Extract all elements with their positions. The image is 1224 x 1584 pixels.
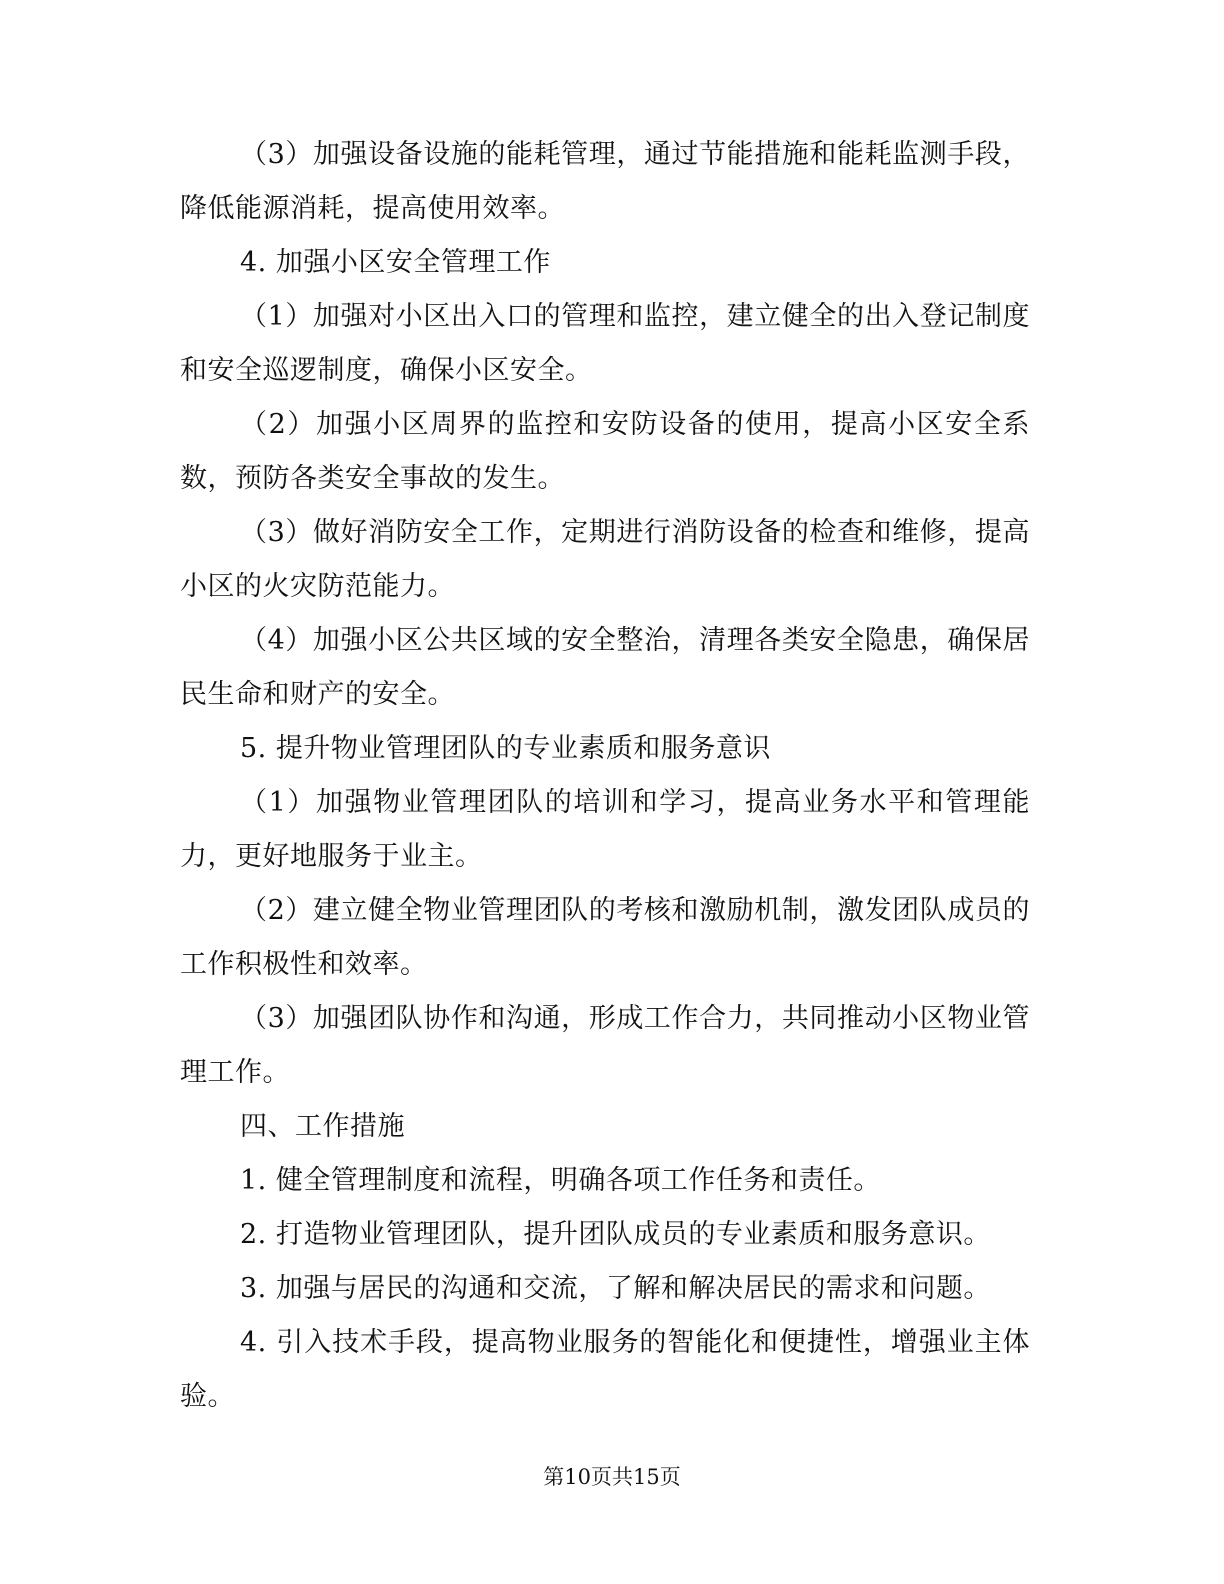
paragraph-measure-4: 4. 引入技术手段，提高物业服务的智能化和便捷性，增强业主体验。 [180,1327,1030,1412]
paragraph-perimeter-monitoring: （2）加强小区周界的监控和安防设备的使用，提高小区安全系数，预防各类安全事故的发生。 [180,409,1030,494]
paragraph-public-area-safety: （4）加强小区公共区域的安全整治，清理各类安全隐患，确保居民生命和财产的安全。 [180,625,1030,710]
page-number-footer: 第10页共15页 [543,1465,681,1489]
paragraph-entrance-control: （1）加强对小区出入口的管理和监控，建立健全的出入登记制度和安全巡逻制度，确保小区安全。 [180,301,1030,386]
paragraph-team-collaboration: （3）加强团队协作和沟通，形成工作合力，共同推动小区物业管理工作。 [180,1003,1030,1088]
heading-work-measures: 四、工作措施 [240,1111,405,1142]
document-body [180,128,1030,1424]
paragraph-team-training: （1）加强物业管理团队的培训和学习，提高业务水平和管理能力，更好地服务于业主。 [180,787,1030,872]
heading-security-management: 4. 加强小区安全管理工作 [240,247,551,278]
paragraph-measure-1: 1. 健全管理制度和流程，明确各项工作任务和责任。 [240,1165,881,1196]
paragraph-measure-3: 3. 加强与居民的沟通和交流，了解和解决居民的需求和问题。 [240,1273,991,1304]
paragraph-team-evaluation: （2）建立健全物业管理团队的考核和激励机制，激发团队成员的工作积极性和效率。 [180,895,1030,980]
paragraph-measure-2: 2. 打造物业管理团队，提升团队成员的专业素质和服务意识。 [240,1219,991,1250]
paragraph-fire-safety: （3）做好消防安全工作，定期进行消防设备的检查和维修，提高小区的火灾防范能力。 [180,517,1030,602]
heading-team-quality: 5. 提升物业管理团队的专业素质和服务意识 [240,733,771,764]
paragraph-energy-management: （3）加强设备设施的能耗管理，通过节能措施和能耗监测手段，降低能源消耗，提高使用效率。 [180,139,1030,224]
